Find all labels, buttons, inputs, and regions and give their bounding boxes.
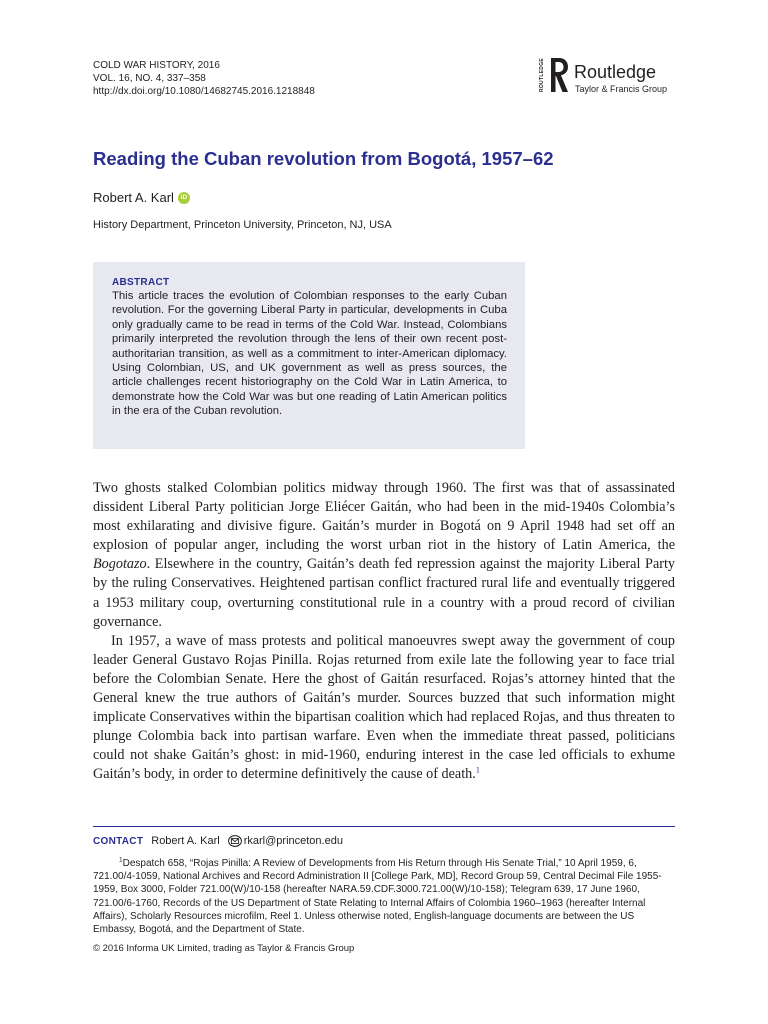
abstract-heading: ABSTRACT — [112, 277, 170, 288]
abstract-text: This article traces the evolution of Colombian responses to the early Cuban revolution. For the governing Liberal Party in particular, developments in Cuba only gradually came to be read in terms of the Cold War. Instead, Colombians primarily interpreted the revolution through the lens of their own recent post-authoritarian transition, as well as a commitment to inter-American diplomacy. Using Colombian, US, and UK government as well as press sources, the article challenges recent historiography on the Cold War in Latin America, to demonstrate how the Cold War was but one reading of Latin American politics in the era of the Cuban revolution. — [112, 290, 507, 418]
publisher-name: Routledge — [574, 62, 657, 82]
publisher-logo — [538, 52, 678, 98]
contact-name: Robert A. Karl — [151, 835, 220, 847]
author-affiliation: History Department, Princeton University, Princeton, NJ, USA — [93, 219, 392, 231]
copyright-notice: © 2016 Informa UK Limited, trading as Taylor & Francis Group — [93, 943, 355, 954]
journal-volume: VOL. 16, NO. 4, 337–358 — [93, 73, 206, 85]
publisher-side-text: ROUTLEDGE — [539, 57, 546, 93]
contact-label: CONTACT — [93, 835, 144, 847]
abstract-box — [93, 262, 525, 449]
footnote-marker: 1 — [119, 856, 123, 864]
routledge-r-icon — [548, 56, 570, 94]
body-paragraph-1-italic: Bogotazo — [93, 556, 147, 573]
journal-name-year: COLD WAR HISTORY, 2016 — [93, 60, 220, 71]
author-name: Robert A. Karl — [93, 190, 174, 205]
article-body — [93, 479, 675, 785]
body-paragraph-2-text: In 1957, a wave of mass protests and political manoeuvres swept away the government of coup leader General Gustavo Rojas Pinilla. Rojas returned from exile late the following year to face trial before the Colombian Senate. Here the ghost of Gaitán resurfaced. Rojas’s attorney hinted that the General knew the true authors of Gaitán’s murder. Sources buzzed that such information might implicate Conservatives within the bipartisan coalition which had replaced Rojas, and thus threaten to plunge Colombia back into partisan warfare. Even when the immediate threat passed, politicians could not shake Gaitán’s ghost: in mid-1960, enduring interest in the case led officials to exhume Gaitán’s body, in order to determine definitively the cause of death. — [93, 632, 675, 783]
body-paragraph-1-part-1: Two ghosts stalked Colombian politics midway through 1960. The first was that of assassinated dissident Liberal Party politician Jorge Eliécer Gaitán, who had been in the mid-1940s Colombia’s most exhilarating and divisive figure. Gaitán’s murder in Bogotá on 9 April 1948 had set off an explosion of popular anger, including the worst urban riot in the history of Latin America, the — [93, 480, 675, 554]
publisher-side-mark — [538, 58, 548, 94]
body-paragraph-2 — [93, 632, 675, 785]
body-paragraph-1-part-2: . Elsewhere in the country, Gaitán’s death fed repression against the majority Liberal Party by the ruling Conservatives. Heightened partisan conflict fractured rural life and eventually triggered a 1953 military coup, overturning constitutional rule in a country with a proud record of civilian governance. — [93, 556, 675, 630]
author-line — [93, 190, 190, 205]
journal-meta — [93, 59, 315, 99]
envelope-icon — [228, 835, 242, 847]
article-title: Reading the Cuban revolution from Bogotá, 1957–62 — [93, 148, 554, 169]
footnote-ref-1[interactable]: 1 — [475, 765, 480, 775]
contact-line — [93, 835, 343, 847]
contact-email-link[interactable]: rkarl@princeton.edu — [243, 835, 343, 847]
footnote-text: Despatch 658, “Rojas Pinilla: A Review of Developments from His Return through His Senate Trial,” 10 April 1959, 6, 721.00/4-1059, National Archives and Record Administration II [College Park, MD], Record Group 59, Central Decimal File 1955-1959, Box 3000, Folder 721.00(W)/10-158 (hereafter NARA.59.CDF.3000.721.00(W)/10-158); Telegram 639, 17 June 1960, 721.00/6-1760, Records of the US Department of State Relating to Internal Affairs of Colombia 1960–1963 (hereafter Internal Affairs), Scholarly Resources microfilm, Reel 1. Unless otherwise noted, English-language documents are between the US Embassy, Bogotá, and the Department of State. — [93, 858, 662, 936]
contact-divider — [93, 826, 675, 827]
footnote-1 — [93, 857, 675, 936]
journal-doi-link[interactable]: http://dx.doi.org/10.1080/14682745.2016.1218848 — [93, 86, 315, 98]
orcid-icon[interactable] — [178, 192, 190, 204]
publisher-subtitle: Taylor & Francis Group — [575, 84, 668, 94]
orcid-label: iD — [180, 193, 188, 201]
body-paragraph-1 — [93, 479, 675, 632]
